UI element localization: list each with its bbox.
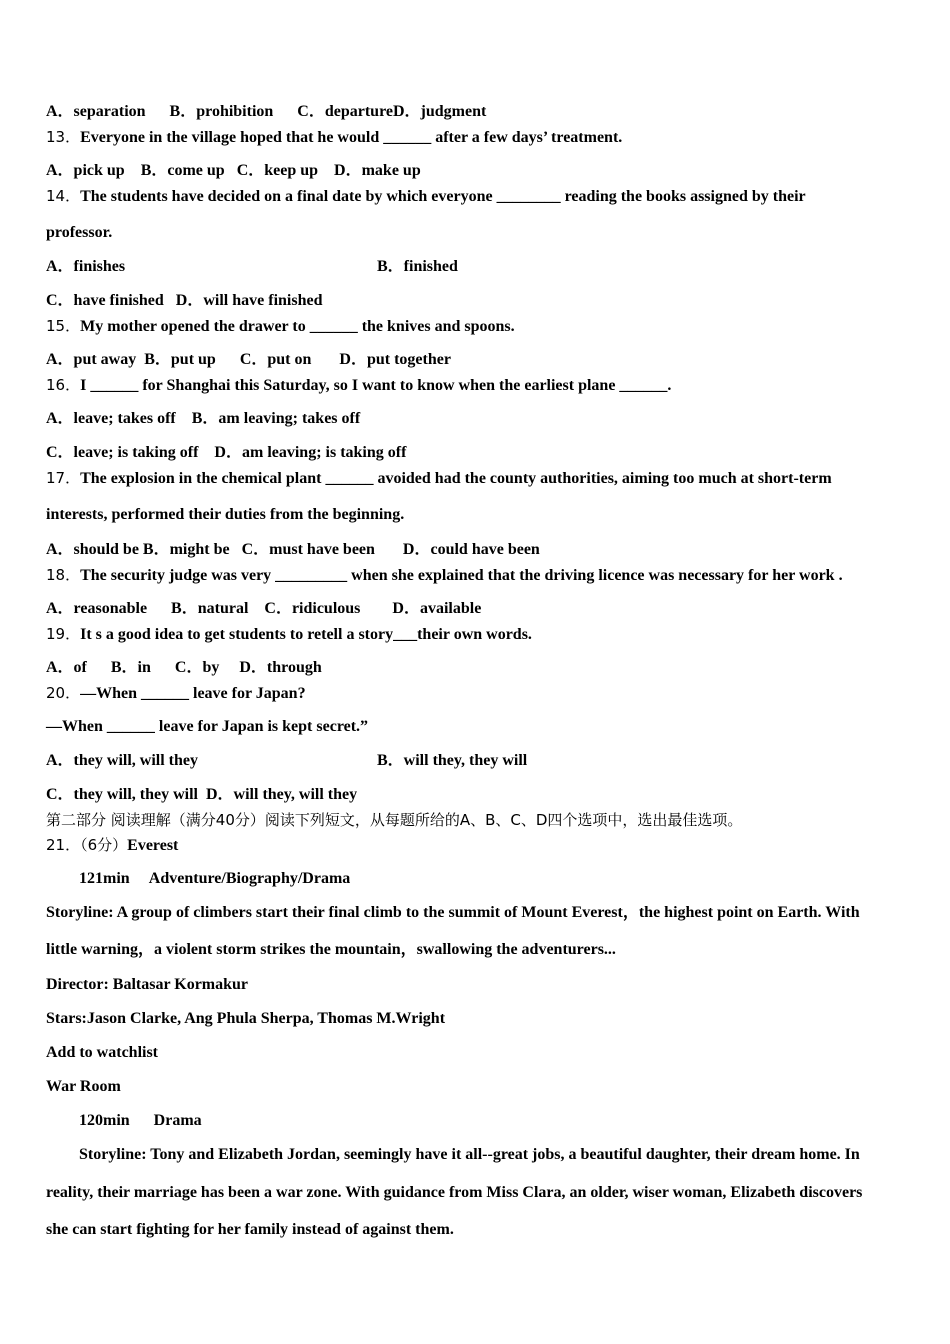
q20-options-cd: C．they will, they will D．will they, will they	[46, 786, 358, 803]
movie1-watchlist: Add to watchlist	[46, 1044, 159, 1061]
q20-option-b: B．will they, they will	[377, 752, 528, 769]
movie1-storyline-line1: Storyline: A group of climbers start their final climb to the summit of Mount Everest，the highest point on Earth. With	[46, 904, 860, 921]
q12-options: A．separation B．prohibition C．departureD．judgment	[46, 103, 487, 120]
q13-options: A．pick up B．come up C．keep up D．make up	[46, 162, 421, 179]
q14-text: The students have decided on a final date by which everyone ________ reading the books assigned by their	[80, 188, 806, 205]
q20-question	[46, 683, 306, 704]
movie1-stars: Stars:Jason Clarke, Ang Phula Sherpa, Thomas M.Wright	[46, 1010, 446, 1027]
movie1-storyline-line2: little warning，a violent storm strikes the mountain，swallowing the adventurers...	[46, 941, 616, 958]
q14-question	[46, 186, 806, 207]
q21-title: Everest	[127, 837, 179, 854]
q16-text: I ______ for Shanghai this Saturday, so I want to know when the earliest plane ______.	[80, 377, 672, 394]
q16-question	[46, 375, 671, 396]
movie2-storyline-line1: Storyline: Tony and Elizabeth Jordan, seemingly have it all--great jobs, a beautiful daughter, their dream home. In	[79, 1146, 860, 1163]
q14-option-a: A．finishes	[46, 258, 126, 275]
q17-question	[46, 468, 832, 489]
q19-question	[46, 624, 532, 645]
q19-options: A．of B．in C．by D．through	[46, 659, 322, 676]
q15-text: My mother opened the drawer to ______ the knives and spoons.	[80, 318, 515, 335]
movie2-storyline-line3: she can start fighting for her family instead of against them.	[46, 1221, 454, 1238]
q15-question	[46, 316, 515, 337]
q17-options: A．should be B．might be C．must have been D．could have been	[46, 541, 540, 558]
q20-text: —When ______ leave for Japan?	[80, 685, 306, 702]
q20-option-a: A．they will, will they	[46, 752, 198, 769]
q17-question-cont: interests, performed their duties from the beginning.	[46, 506, 405, 523]
q19-text: It s a good idea to get students to retell a story___their own words.	[80, 626, 532, 643]
movie2-meta: 120min Drama	[79, 1112, 202, 1129]
q20-question-cont: —When ______ leave for Japan is kept secret.”	[46, 718, 369, 735]
q14-number: 14．	[46, 187, 81, 205]
movie1-director: Director: Baltasar Kormakur	[46, 976, 249, 993]
q18-question	[46, 565, 843, 586]
q16-options-cd: C．leave; is taking off D．am leaving; is taking off	[46, 444, 407, 461]
q13-text: Everyone in the village hoped that he would ______ after a few days’ treatment.	[80, 129, 623, 146]
q15-options: A．put away B．put up C．put on D．put together	[46, 351, 451, 368]
q13-question	[46, 127, 622, 148]
q20-number: 20．	[46, 684, 81, 702]
q14-options-cd: C．have finished D．will have finished	[46, 292, 323, 309]
q17-text: The explosion in the chemical plant ______ avoided had the county authorities, aiming too much at short-term	[80, 470, 832, 487]
q17-number: 17．	[46, 469, 81, 487]
q21-number: 21．（6分）	[46, 836, 128, 854]
q16-number: 16．	[46, 376, 81, 394]
q18-text: The security judge was very _________ when she explained that the driving licence was necessary for her work .	[80, 567, 843, 584]
q16-options-ab: A．leave; takes off B．am leaving; takes off	[46, 410, 361, 427]
q13-number: 13．	[46, 128, 81, 146]
movie2-title: War Room	[46, 1078, 121, 1095]
movie1-meta: 121min Adventure/Biography/Drama	[79, 870, 351, 887]
q14-question-cont: professor.	[46, 224, 113, 241]
part2-heading: 第二部分 阅读理解（满分40分）阅读下列短文，从每题所给的A、B、C、D四个选项中，选出最佳选项。	[46, 811, 743, 829]
q21-heading	[46, 835, 178, 856]
q14-option-b: B．finished	[377, 258, 458, 275]
q18-number: 18．	[46, 566, 81, 584]
movie2-storyline-line2: reality, their marriage has been a war zone. With guidance from Miss Clara, an older, wiser woman, Elizabeth discovers	[46, 1184, 863, 1201]
q19-number: 19．	[46, 625, 81, 643]
q18-options: A．reasonable B．natural C．ridiculous D．available	[46, 600, 482, 617]
q15-number: 15．	[46, 317, 81, 335]
